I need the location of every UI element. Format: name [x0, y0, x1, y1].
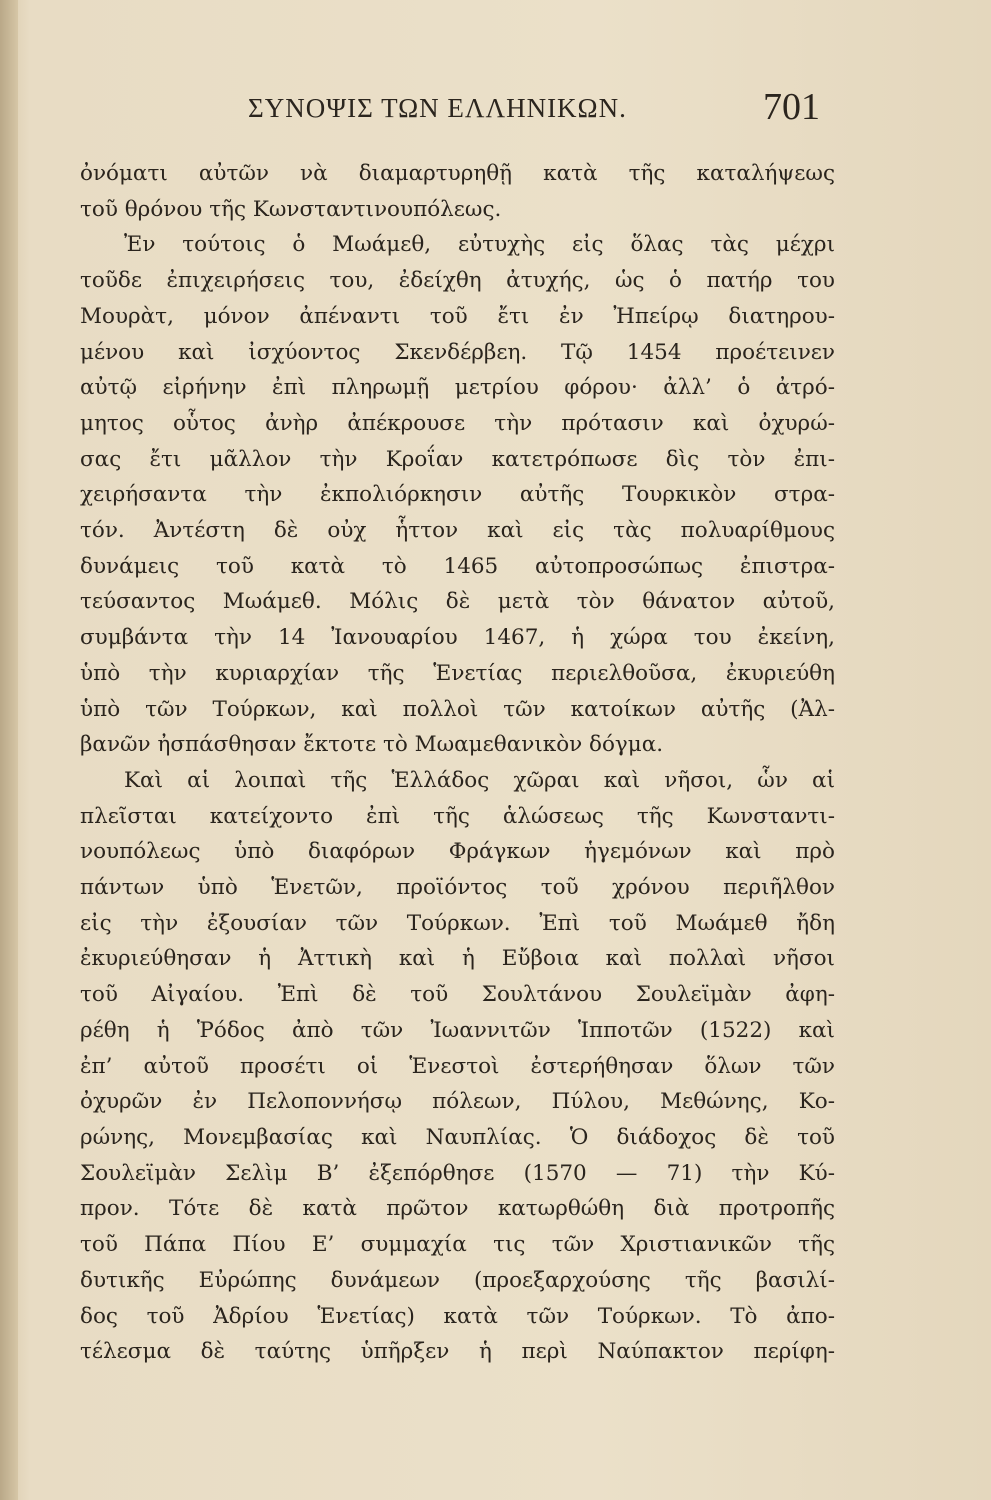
- text-line: τεύσαντος Μωάμεθ. Μόλις δὲ μετὰ τὸν θάνατον αὐτοῦ,: [80, 589, 835, 615]
- text-line: ἐπ’ αὐτοῦ προσέτι οἱ Ἑνεστοὶ ἐστερήθησαν ὅλων τῶν: [80, 1053, 835, 1079]
- text-line: πάντων ὑπὸ Ἑνετῶν, προϊόντος τοῦ χρόνου περιῆλθον: [80, 875, 835, 901]
- text-line: τοῦ Αἰγαίου. Ἐπὶ δὲ τοῦ Σουλτάνου Σουλεϊμὰν ἀφη-: [80, 982, 835, 1008]
- text-line: δυνάμεις τοῦ κατὰ τὸ 1465 αὐτοπροσώπως ἐπιστρα-: [80, 553, 835, 579]
- text-line: ὑπὸ τῶν Τούρκων, καὶ πολλοὶ τῶν κατοίκων αὐτῆς (Ἀλ-: [80, 696, 835, 722]
- body-text: [80, 156, 835, 1370]
- text-line: νουπόλεως ὑπὸ διαφόρων Φράγκων ἡγεμόνων καὶ πρὸ: [80, 839, 835, 865]
- page-number: 701: [763, 86, 820, 128]
- text-line: τοῦ Πάπα Πίου Ε’ συμμαχία τις τῶν Χριστιανικῶν τῆς: [80, 1232, 835, 1258]
- text-line: σας ἔτι μᾶλλον τὴν Κροΐαν κατετρόπωσε δὶς τὸν ἐπι-: [80, 446, 835, 472]
- text-line: τοῦδε ἐπιχειρήσεις του, ἐδείχθη ἀτυχής, ὡς ὁ πατήρ του: [80, 268, 835, 294]
- text-line: Καὶ αἱ λοιπαὶ τῆς Ἑλλάδος χῶραι καὶ νῆσοι, ὧν αἱ: [124, 767, 835, 793]
- text-line: Σουλεϊμὰν Σελὶμ Β’ ἐξεπόρθησε (1570 — 71) τὴν Κύ-: [80, 1160, 835, 1186]
- text-line: ρέθη ἡ Ῥόδος ἀπὸ τῶν Ἰωαννιτῶν Ἱπποτῶν (1522) καὶ: [80, 1017, 835, 1043]
- text-line: μητος οὗτος ἀνὴρ ἀπέκρουσε τὴν πρότασιν καὶ ὀχυρώ-: [80, 410, 835, 436]
- text-line: χειρήσαντα τὴν ἐκπολιόρκησιν αὐτῆς Τουρκικὸν στρα-: [80, 482, 835, 508]
- page-header: [80, 85, 820, 129]
- text-line: τόν. Ἀντέστη δὲ οὐχ ἧττον καὶ εἰς τὰς πολυαρίθμους: [80, 518, 835, 544]
- running-title: ΣΥΝΟΨΙΣ ΤΩΝ ΕΛΛΗΝΙΚΩΝ.: [248, 93, 627, 123]
- text-line: τέλεσμα δὲ ταύτης ὑπῆρξεν ἡ περὶ Ναύπακτον περίφη-: [80, 1339, 835, 1365]
- text-line: ἐκυριεύθησαν ἡ Ἀττικὴ καὶ ἡ Εὔβοια καὶ πολλαὶ νῆσοι: [80, 946, 835, 972]
- text-line: ὀχυρῶν ἐν Πελοποννήσῳ πόλεων, Πύλου, Μεθώνης, Κο-: [80, 1089, 835, 1115]
- text-line: προν. Τότε δὲ κατὰ πρῶτον κατωρθώθη διὰ προτροπῆς: [80, 1196, 835, 1222]
- text-line: εἰς τὴν ἐξουσίαν τῶν Τούρκων. Ἐπὶ τοῦ Μωάμεθ ἤδη: [80, 910, 835, 936]
- text-line: Μουρὰτ, μόνον ἀπέναντι τοῦ ἔτι ἐν Ἠπείρῳ διατηρου-: [80, 303, 835, 329]
- text-line: ὀνόματι αὐτῶν νὰ διαμαρτυρηθῇ κατὰ τῆς καταλήψεως: [80, 161, 835, 186]
- text-line: βανῶν ἠσπάσθησαν ἔκτοτε τὸ Μωαμεθανικὸν δόγμα.: [80, 732, 664, 758]
- text-line: αὐτῷ εἰρήνην ἐπὶ πληρωμῇ μετρίου φόρου· ἀλλ’ ὁ ἀτρό-: [80, 375, 835, 401]
- text-line: πλεῖσται κατείχοντο ἐπὶ τῆς ἁλώσεως τῆς Κωνσταντι-: [80, 803, 835, 829]
- text-line: δος τοῦ Ἀδρίου Ἑνετίας) κατὰ τῶν Τούρκων. Τὸ ἀπο-: [80, 1303, 835, 1329]
- page-binding-edge: [0, 0, 18, 1500]
- text-line: συμβάντα τὴν 14 Ἰανουαρίου 1467, ἡ χώρα του ἐκείνη,: [80, 625, 835, 651]
- text-line: ρώνης, Μονεμβασίας καὶ Ναυπλίας. Ὁ διάδοχος δὲ τοῦ: [80, 1124, 835, 1150]
- text-line: Ἐν τούτοις ὁ Μωάμεθ, εὐτυχὴς εἰς ὅλας τὰς μέχρι: [124, 232, 835, 258]
- text-line: δυτικῆς Εὐρώπης δυνάμεων (προεξαρχούσης τῆς βασιλί-: [80, 1267, 835, 1293]
- text-line: τοῦ θρόνου τῆς Κωνσταντινουπόλεως.: [80, 196, 502, 222]
- text-line: μένου καὶ ἰσχύοντος Σκενδέρβεη. Τῷ 1454 προέτεινεν: [80, 339, 835, 365]
- text-line: ὑπὸ τὴν κυριαρχίαν τῆς Ἑνετίας περιελθοῦσα, ἐκυριεύθη: [80, 660, 835, 686]
